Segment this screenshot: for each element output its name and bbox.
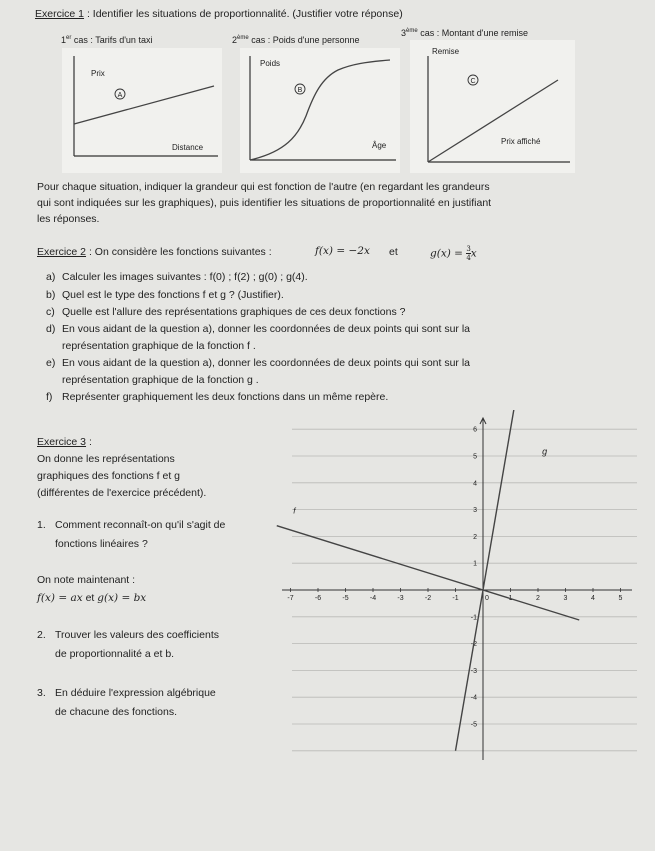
ex2-item-a: a) Calculer les images suivantes : f(0) ; f(2) ; g(0) ; g(4). [46, 271, 308, 283]
x-tick-label: -1 [452, 595, 459, 602]
ex3-intro-line3: (différentes de l'exercice précédent). [37, 487, 207, 499]
ex1-instruction-line2: qui sont indiquées sur les graphiques), puis identifier les situations de proportionnalité en justifiant [37, 197, 492, 209]
ex3-q3: 3. En déduire l'expression algébrique [37, 687, 216, 699]
x-tick-label: 5 [618, 595, 623, 602]
ex3-title: Exercice 3 [37, 436, 87, 448]
ex3-q1: 1. Comment reconnaît-on qu'il s'agit de [37, 519, 226, 531]
case3-line [428, 80, 558, 162]
x-tick-label: 1 [508, 595, 513, 602]
ex2-f-expression: f(x) = −2x [315, 245, 370, 257]
y-tick-label: -2 [470, 641, 477, 649]
case1-svg [62, 48, 222, 173]
ex1-instruction-line3: les réponses. [37, 213, 100, 225]
x-tick-label: 0 [485, 595, 489, 602]
x-tick-label: -7 [287, 595, 294, 602]
case1-graph [62, 48, 222, 173]
ex3-f-def: f(x) = ax [37, 592, 83, 604]
case3-graph [410, 40, 575, 173]
ex2-item-b: b) Quel est le type des fonctions f et g ? (Justifier). [46, 289, 284, 301]
ex1-title-rest: : Identifier les situations de proportionnalité. (Justifier votre réponse) [84, 8, 403, 20]
ex2-et: et [389, 246, 398, 258]
x-tick-label: 2 [536, 595, 540, 602]
ex2-intro: : On considère les fonctions suivantes : [86, 246, 272, 258]
y-tick-label: -1 [470, 614, 477, 622]
x-tick-label: -5 [342, 595, 349, 602]
x-tick-label: -2 [424, 595, 432, 602]
case2-graph [240, 48, 400, 173]
ex2-g-fraction: $\frac{3}{4}$ [466, 245, 471, 262]
y-tick-label: 1 [473, 560, 477, 568]
y-tick-label: -5 [470, 721, 477, 729]
ex3-q3-cont: de chacune des fonctions. [55, 706, 178, 718]
x-tick-label: -6 [314, 595, 322, 602]
case1-marker: A [117, 92, 123, 99]
ex3-q2-cont: de proportionnalité a et b. [55, 648, 175, 660]
ex3-defs: f(x) = ax et g(x) = bx [37, 592, 147, 604]
ex2-title: Exercice 2 [37, 246, 87, 258]
ex2-item-e-cont: représentation graphique de la fonction g . [62, 374, 259, 386]
y-tick-label: -3 [470, 667, 477, 675]
ex3-intro-line2: graphiques des fonctions f et g [37, 470, 181, 482]
case1-line [74, 86, 214, 124]
ex1-title: Exercice 1 [35, 8, 85, 20]
series-label-f: f [293, 506, 296, 516]
ex2-item-f: f) Représenter graphiquement les deux fonctions dans un même repère. [46, 391, 389, 403]
case3-svg [410, 40, 575, 173]
x-tick-label: 4 [591, 595, 595, 602]
case3-x-label: Prix affiché [501, 137, 541, 146]
y-tick-label: 3 [473, 507, 477, 515]
y-tick-label: 4 [473, 480, 477, 488]
case2-y-label: Poids [260, 59, 281, 68]
ex3-q2: 2. Trouver les valeurs des coefficients [37, 629, 219, 641]
y-tick-label: 5 [473, 453, 477, 461]
ex2-item-d-cont: représentation graphique de la fonction f . [62, 340, 256, 352]
y-tick-label: 6 [473, 426, 477, 434]
x-tick-label: -4 [369, 595, 377, 602]
series-label-g: g [542, 446, 548, 457]
ex3-q1-cont: fonctions linéaires ? [55, 538, 148, 550]
ex3-g-def: g(x) = bx [97, 592, 147, 604]
case3-label: 3ème cas : Montant d'une remise [401, 28, 528, 38]
x-tick-label: -3 [397, 595, 404, 602]
chart-series [277, 410, 580, 751]
case1-label: 1er cas : Tarifs d'un taxi [61, 35, 153, 45]
case2-x-label: Âge [372, 141, 387, 150]
x-tick-label: 3 [563, 595, 568, 602]
case2-label: 2ème cas : Poids d'une personne [232, 35, 360, 45]
ex2-item-c: c) Quelle est l'allure des représentations graphiques de ces deux fonctions ? [46, 306, 406, 318]
case2-marker: B [297, 87, 303, 94]
ex3-chart [262, 410, 642, 765]
ex3-note: On note maintenant : [37, 574, 136, 586]
chart-series-labels [293, 447, 547, 516]
case2-svg [240, 48, 400, 173]
case1-y-label: Prix [91, 69, 105, 78]
ex1-heading [35, 8, 403, 20]
case2-curve [250, 60, 390, 160]
ex3-heading: Exercice 3 : [37, 436, 92, 448]
ex2-g-expression: g(x) = $\frac{3}{4}$ x [430, 245, 477, 262]
ex2-item-d: d) En vous aidant de la question a), donner les coordonnées de deux points qui sont sur la [46, 323, 471, 335]
ex3-intro-line1: On donne les représentations [37, 453, 175, 465]
chart-ticks [287, 427, 622, 729]
case3-marker: C [470, 78, 476, 85]
ex1-instruction-line1: Pour chaque situation, indiquer la grandeur qui est fonction de l'autre (en regardant les grandeurs [37, 181, 490, 193]
y-tick-label: 2 [473, 533, 477, 541]
case3-y-label: Remise [432, 47, 460, 56]
chart-axes [282, 418, 632, 760]
series-line-f [277, 526, 580, 620]
y-tick-label: -4 [470, 694, 477, 702]
ex2-item-e: e) En vous aidant de la question a), donner les coordonnées de deux points qui sont sur la [46, 357, 471, 369]
ex2-heading [37, 246, 272, 258]
case1-x-label: Distance [172, 143, 204, 152]
